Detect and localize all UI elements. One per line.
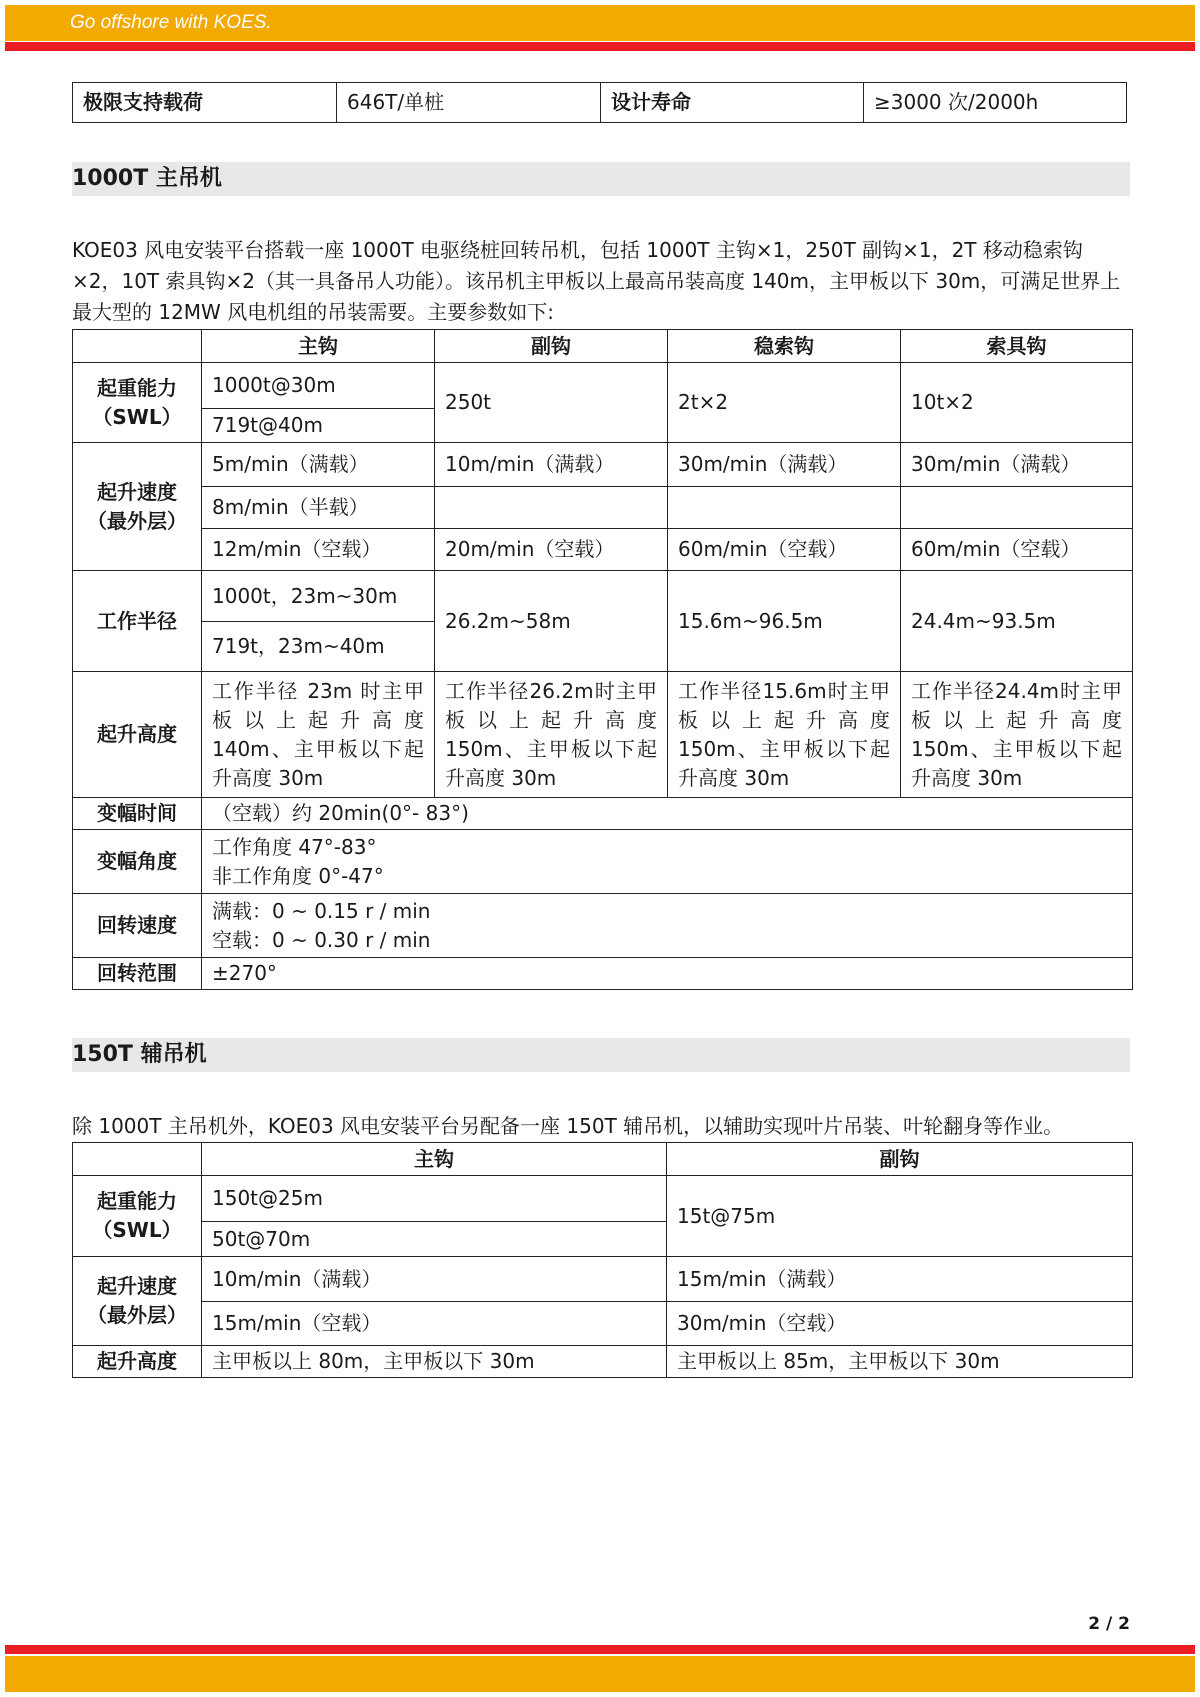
header-red-stripe	[5, 42, 1195, 51]
capacity-tagline: 2t×2	[668, 363, 901, 443]
aux-capacity-aux: 15t@75m	[667, 1176, 1133, 1257]
slew-speed-value: 满载：0 ~ 0.15 r / min 空载：0 ~ 0.30 r / min	[202, 894, 1133, 958]
section-title-main-crane: 1000T 主吊机	[72, 162, 1130, 196]
footer-red-stripe	[5, 1645, 1195, 1654]
aux-header-empty	[73, 1143, 202, 1176]
aux-capacity-main-1: 150t@25m	[202, 1176, 667, 1222]
row-label-slew-range: 回转范围	[73, 958, 202, 990]
row-label-radius: 工作半径	[73, 571, 202, 672]
speed-main-half: 8m/min（半载）	[202, 487, 435, 529]
footer-bar	[5, 1656, 1195, 1692]
speed-rigging-full: 30m/min（满载）	[901, 443, 1133, 487]
aux-speed-aux-empty: 30m/min（空载）	[667, 1302, 1133, 1346]
main-crane-intro: KOE03 风电安装平台搭载一座 1000T 电驱绕桩回转吊机，包括 1000T 主钩×1，250T 副钩×1，2T 移动稳索钩×2，10T 索具钩×2（其一具备吊人功能）。该吊机主甲板以上最高吊装高度 140m，主甲板以下 30m，可满足世界上最大型的 12MW 风电机组的吊装需要。主要参数如下:	[72, 238, 1121, 324]
speed-tagline-half-empty	[668, 487, 901, 529]
capacity-rigging: 10t×2	[901, 363, 1133, 443]
aux-row-label-height: 起升高度	[73, 1346, 202, 1378]
aux-row-label-speed: 起升速度 （最外层）	[73, 1257, 202, 1346]
row-label-luff-angle: 变幅角度	[73, 830, 202, 894]
radius-aux: 26.2m~58m	[435, 571, 668, 672]
main-crane-table	[72, 329, 1133, 990]
capacity-main-2: 719t@40m	[202, 409, 435, 443]
top-table	[72, 82, 1127, 123]
row-label-height: 起升高度	[73, 672, 202, 798]
height-tagline: 工作半径15.6m时主甲板以上起升高度150m、主甲板以下起升高度 30m	[668, 672, 901, 798]
speed-rigging-empty: 60m/min（空载）	[901, 529, 1133, 571]
aux-col-main-hook: 主钩	[202, 1143, 667, 1176]
row-label-capacity: 起重能力 （SWL）	[73, 363, 202, 443]
section-title-aux-crane: 150T 辅吊机	[72, 1038, 1130, 1072]
top-label-1: 极限支持载荷	[73, 83, 337, 123]
col-main-hook: 主钩	[202, 330, 435, 363]
aux-speed-main-full: 10m/min（满载）	[202, 1257, 667, 1302]
aux-capacity-main-2: 50t@70m	[202, 1222, 667, 1257]
row-label-slew-speed: 回转速度	[73, 894, 202, 958]
radius-tagline: 15.6m~96.5m	[668, 571, 901, 672]
radius-main-2: 719t，23m~40m	[202, 622, 435, 672]
height-main: 工作半径 23m 时主甲板以上起升高度140m、主甲板以下起升高度 30m	[202, 672, 435, 798]
top-value-2: ≥3000 次/2000h	[864, 83, 1127, 123]
aux-height-main: 主甲板以上 80m，主甲板以下 30m	[202, 1346, 667, 1378]
col-rigging-hook: 索具钩	[901, 330, 1133, 363]
speed-tagline-empty: 60m/min（空载）	[668, 529, 901, 571]
radius-main-1: 1000t，23m~30m	[202, 571, 435, 622]
col-aux-hook: 副钩	[435, 330, 668, 363]
col-tagline-hook: 稳索钩	[668, 330, 901, 363]
aux-crane-intro: 除 1000T 主吊机外，KOE03 风电安装平台另配备一座 150T 辅吊机，以辅助实现叶片吊装、叶轮翻身等作业。	[72, 1114, 1064, 1138]
height-aux: 工作半径26.2m时主甲板以上起升高度150m、主甲板以下起升高度 30m	[435, 672, 668, 798]
capacity-main-1: 1000t@30m	[202, 363, 435, 409]
speed-aux-half-empty	[435, 487, 668, 529]
speed-main-full: 5m/min（满载）	[202, 443, 435, 487]
capacity-aux: 250t	[435, 363, 668, 443]
aux-height-aux: 主甲板以上 85m，主甲板以下 30m	[667, 1346, 1133, 1378]
slew-range-value: ±270°	[202, 958, 1133, 990]
page-number: 2 / 2	[1088, 1614, 1130, 1634]
header-empty	[73, 330, 202, 363]
aux-speed-aux-full: 15m/min（满载）	[667, 1257, 1133, 1302]
row-label-speed: 起升速度 （最外层）	[73, 443, 202, 571]
speed-aux-empty: 20m/min（空载）	[435, 529, 668, 571]
speed-rigging-half-empty	[901, 487, 1133, 529]
speed-tagline-full: 30m/min（满载）	[668, 443, 901, 487]
top-label-2: 设计寿命	[601, 83, 864, 123]
luff-angle-value: 工作角度 47°-83° 非工作角度 0°-47°	[202, 830, 1133, 894]
luff-time-value: （空载）约 20min(0°- 83°)	[202, 798, 1133, 830]
speed-aux-full: 10m/min（满载）	[435, 443, 668, 487]
aux-row-label-capacity: 起重能力 （SWL）	[73, 1176, 202, 1257]
header-slogan: Go offshore with KOES.	[70, 12, 272, 33]
aux-speed-main-empty: 15m/min（空载）	[202, 1302, 667, 1346]
speed-main-empty: 12m/min（空载）	[202, 529, 435, 571]
radius-rigging: 24.4m~93.5m	[901, 571, 1133, 672]
height-rigging: 工作半径24.4m时主甲板以上起升高度150m、主甲板以下起升高度 30m	[901, 672, 1133, 798]
top-value-1: 646T/单桩	[337, 83, 601, 123]
aux-crane-table	[72, 1142, 1133, 1378]
aux-col-aux-hook: 副钩	[667, 1143, 1133, 1176]
row-label-luff-time: 变幅时间	[73, 798, 202, 830]
